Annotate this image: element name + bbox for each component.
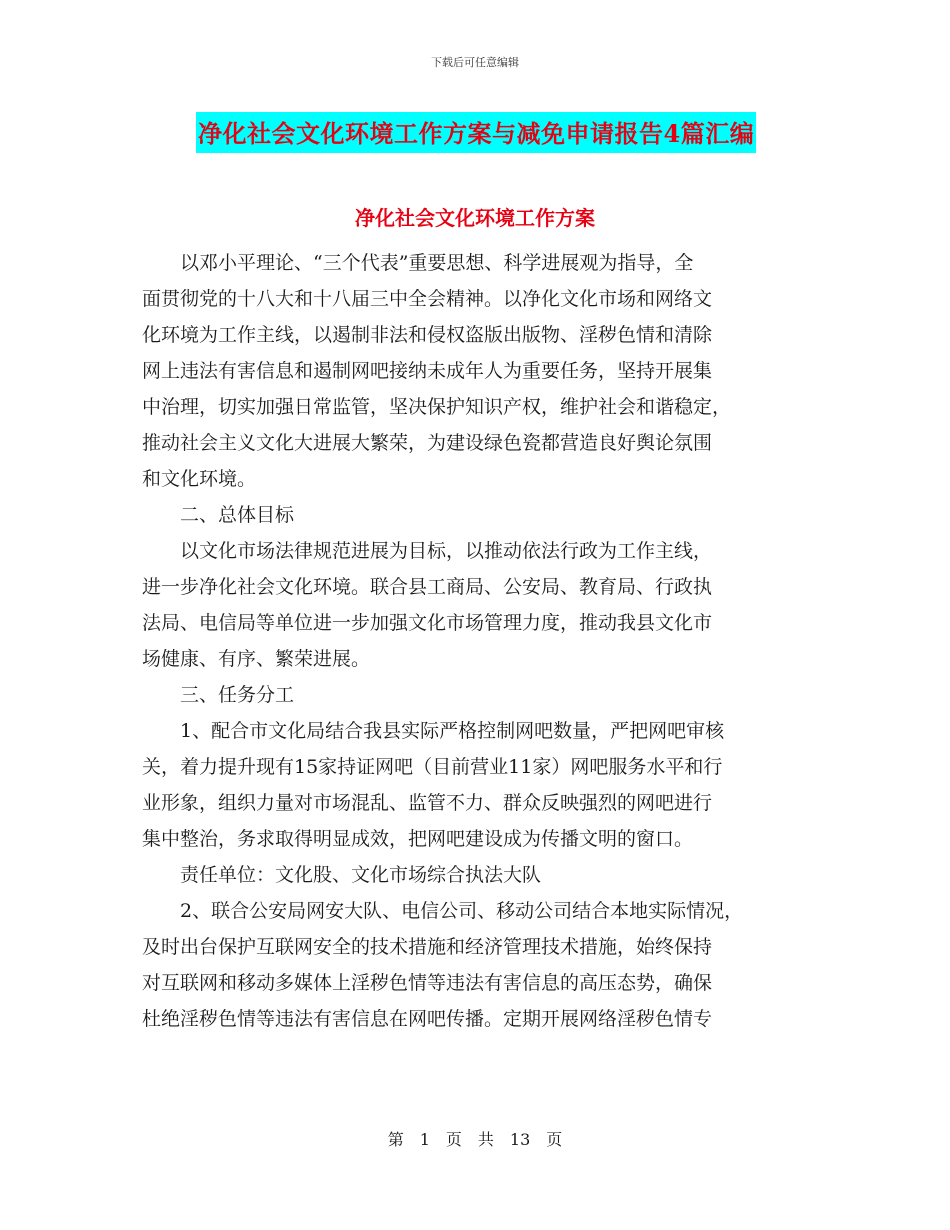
section-title: 净化社会文化环境工作方案 (355, 206, 595, 230)
document-title: 净化社会文化环境工作方案与减免申请报告4篇汇编 (198, 119, 755, 148)
text-line: 对互联网和移动多媒体上淫秽色情等违法有害信息的高压态势，确保 (142, 972, 713, 994)
text-line: 推动社会主义文化大进展大繁荣，为建设绿色瓷都营造良好舆论氛围 (142, 432, 713, 454)
document-title-highlight (196, 112, 756, 153)
text-line: 网上违法有害信息和遏制网吧接纳未成年人为重要任务，坚持开展集 (142, 360, 713, 382)
responsible-unit-line: 责任单位：文化股、文化市场综合执法大队 (142, 864, 542, 886)
body-text (142, 245, 802, 1037)
page-header-note: 下载后可任意编辑 (431, 56, 519, 69)
text-line: 集中整治，务求取得明显成效，把网吧建设成为传播文明的窗口。 (142, 828, 694, 850)
page-number-footer: 第 1 页 共 13 页 (387, 1130, 563, 1149)
text-line: 业形象，组织力量对市场混乱、监管不力、群众反映强烈的网吧进行 (142, 792, 713, 814)
heading-overall-goal: 二、总体目标 (142, 504, 295, 526)
text-line: 杜绝淫秽色情等违法有害信息在网吧传播。定期开展网络淫秽色情专 (142, 1008, 713, 1030)
text-line: 以邓小平理论、“三个代表”重要思想、科学进展观为指导，全 (142, 252, 694, 274)
text-line: 以文化市场法律规范进展为目标，以推动依法行政为工作主线， (142, 540, 713, 562)
heading-task-division: 三、任务分工 (142, 684, 295, 706)
text-line: 关，着力提升现有15家持证网吧（目前营业11家）网吧服务水平和行 (142, 756, 723, 778)
text-line: 及时出台保护互联网安全的技术措施和经济管理技术措施，始终保持 (142, 936, 713, 958)
text-line: 进一步净化社会文化环境。联合县工商局、公安局、教育局、行政执 (142, 576, 713, 598)
text-line: 1、配合市文化局结合我县实际严格控制网吧数量，严把网吧审核 (142, 720, 725, 742)
text-line: 场健康、有序、繁荣进展。 (142, 648, 371, 670)
text-line: 中治理，切实加强日常监管，坚决保护知识产权，维护社会和谐稳定， (142, 396, 732, 418)
text-line: 和文化环境。 (142, 468, 257, 490)
text-line: 化环境为工作主线，以遏制非法和侵权盗版出版物、淫秽色情和清除 (142, 324, 713, 346)
text-line: 2、联合公安局网安大队、电信公司、移动公司结合本地实际情况， (142, 900, 744, 922)
text-line: 法局、电信局等单位进一步加强文化市场管理力度，推动我县文化市 (142, 612, 713, 634)
text-line: 面贯彻党的十八大和十八届三中全会精神。以净化文化市场和网络文 (142, 288, 713, 310)
